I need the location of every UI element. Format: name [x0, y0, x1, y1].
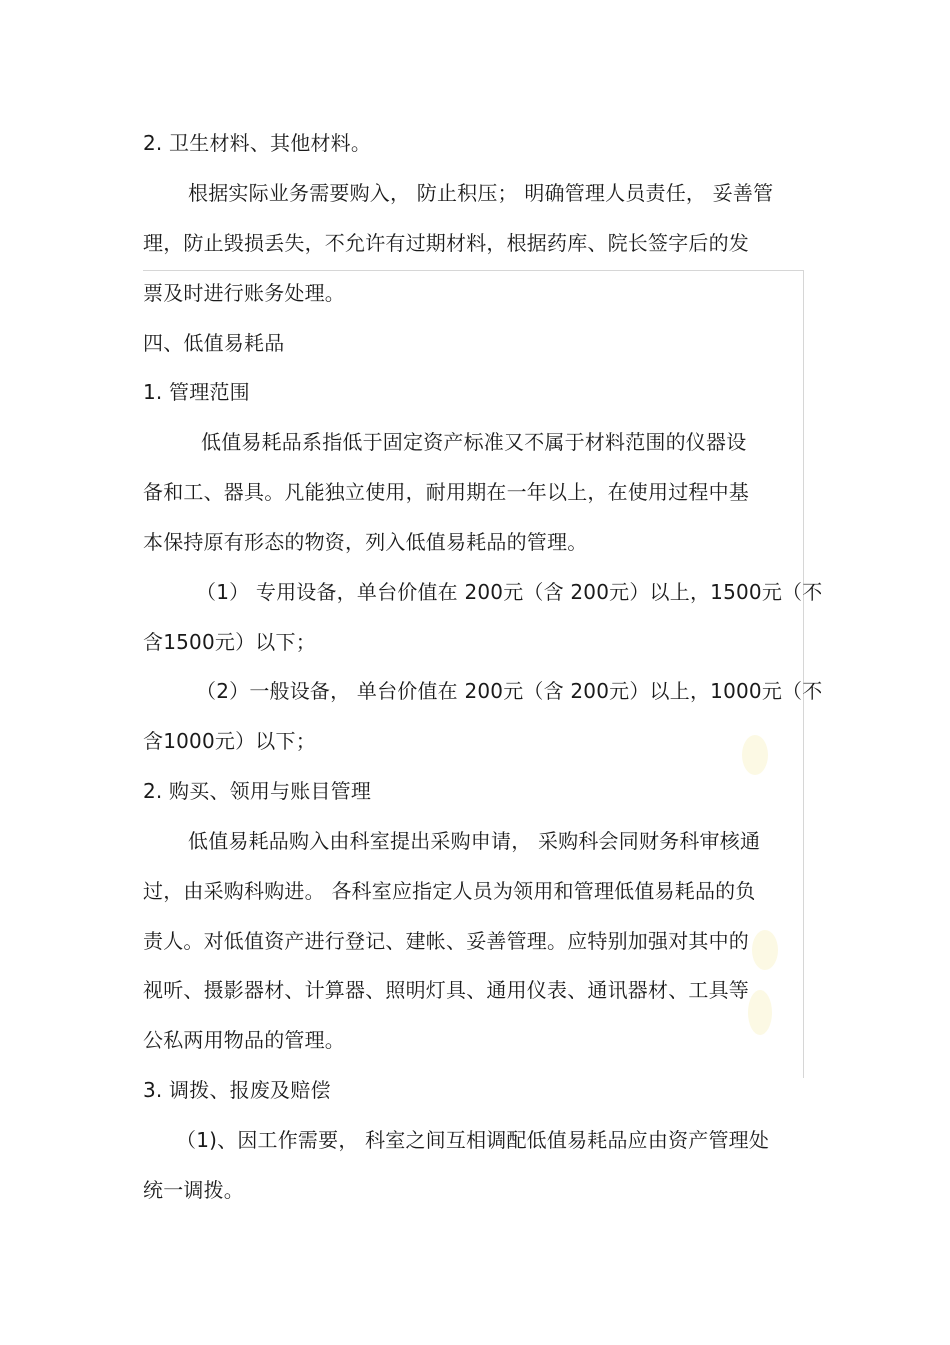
text-line: 视听、摄影器材、计算器、照明灯具、通用仪表、通讯器材、工具等: [143, 978, 749, 1002]
text-line: 票及时进行账务处理。: [143, 281, 345, 305]
text-line: 2. 卫生材料、其他材料。: [143, 131, 372, 155]
text-line: 理，防止毁损丢失，不允许有过期材料，根据药库、院长签字后的发: [143, 231, 749, 255]
text-line: 含1500元）以下；: [143, 630, 316, 654]
paper-stain: [742, 735, 768, 775]
text-line: 根据实际业务需要购入， 防止积压； 明确管理人员责任， 妥善管: [188, 181, 774, 205]
text-line: 统一调拨。: [143, 1178, 244, 1202]
text-line: 本保持原有形态的物资，列入低值易耗品的管理。: [143, 530, 588, 554]
paper-stain: [752, 930, 778, 970]
text-line: 备和工、器具。凡能独立使用，耐用期在一年以上，在使用过程中基: [143, 480, 749, 504]
scan-frame-top: [143, 270, 804, 271]
text-line: 过，由采购科购进。 各科室应指定人员为领用和管理低值易耗品的负: [143, 879, 756, 903]
paper-stain: [748, 990, 772, 1035]
text-line: 责人。对低值资产进行登记、建帐、妥善管理。应特别加强对其中的: [143, 929, 749, 953]
subsection-heading: 3. 调拨、报废及赔偿: [143, 1078, 331, 1102]
text-line: （1)、因工作需要， 科室之间互相调配低值易耗品应由资产管理处: [176, 1128, 770, 1152]
text-line: 低值易耗品购入由科室提出采购申请， 采购科会同财务科审核通: [188, 829, 761, 853]
text-line: 公私两用物品的管理。: [143, 1028, 345, 1052]
subsection-heading: 1. 管理范围: [143, 380, 250, 404]
text-line: 含1000元）以下；: [143, 729, 316, 753]
text-line: 低值易耗品系指低于固定资产标准又不属于材料范围的仪器设: [201, 430, 747, 454]
subsection-heading: 2. 购买、领用与账目管理: [143, 779, 372, 803]
text-line: （2）一般设备， 单台价值在 200元（含 200元）以上，1000元（不: [196, 679, 823, 703]
text-line: （1） 专用设备，单台价值在 200元（含 200元）以上，1500元（不: [196, 580, 823, 604]
section-heading: 四、低值易耗品: [143, 331, 285, 355]
scan-frame-right: [803, 270, 804, 1078]
